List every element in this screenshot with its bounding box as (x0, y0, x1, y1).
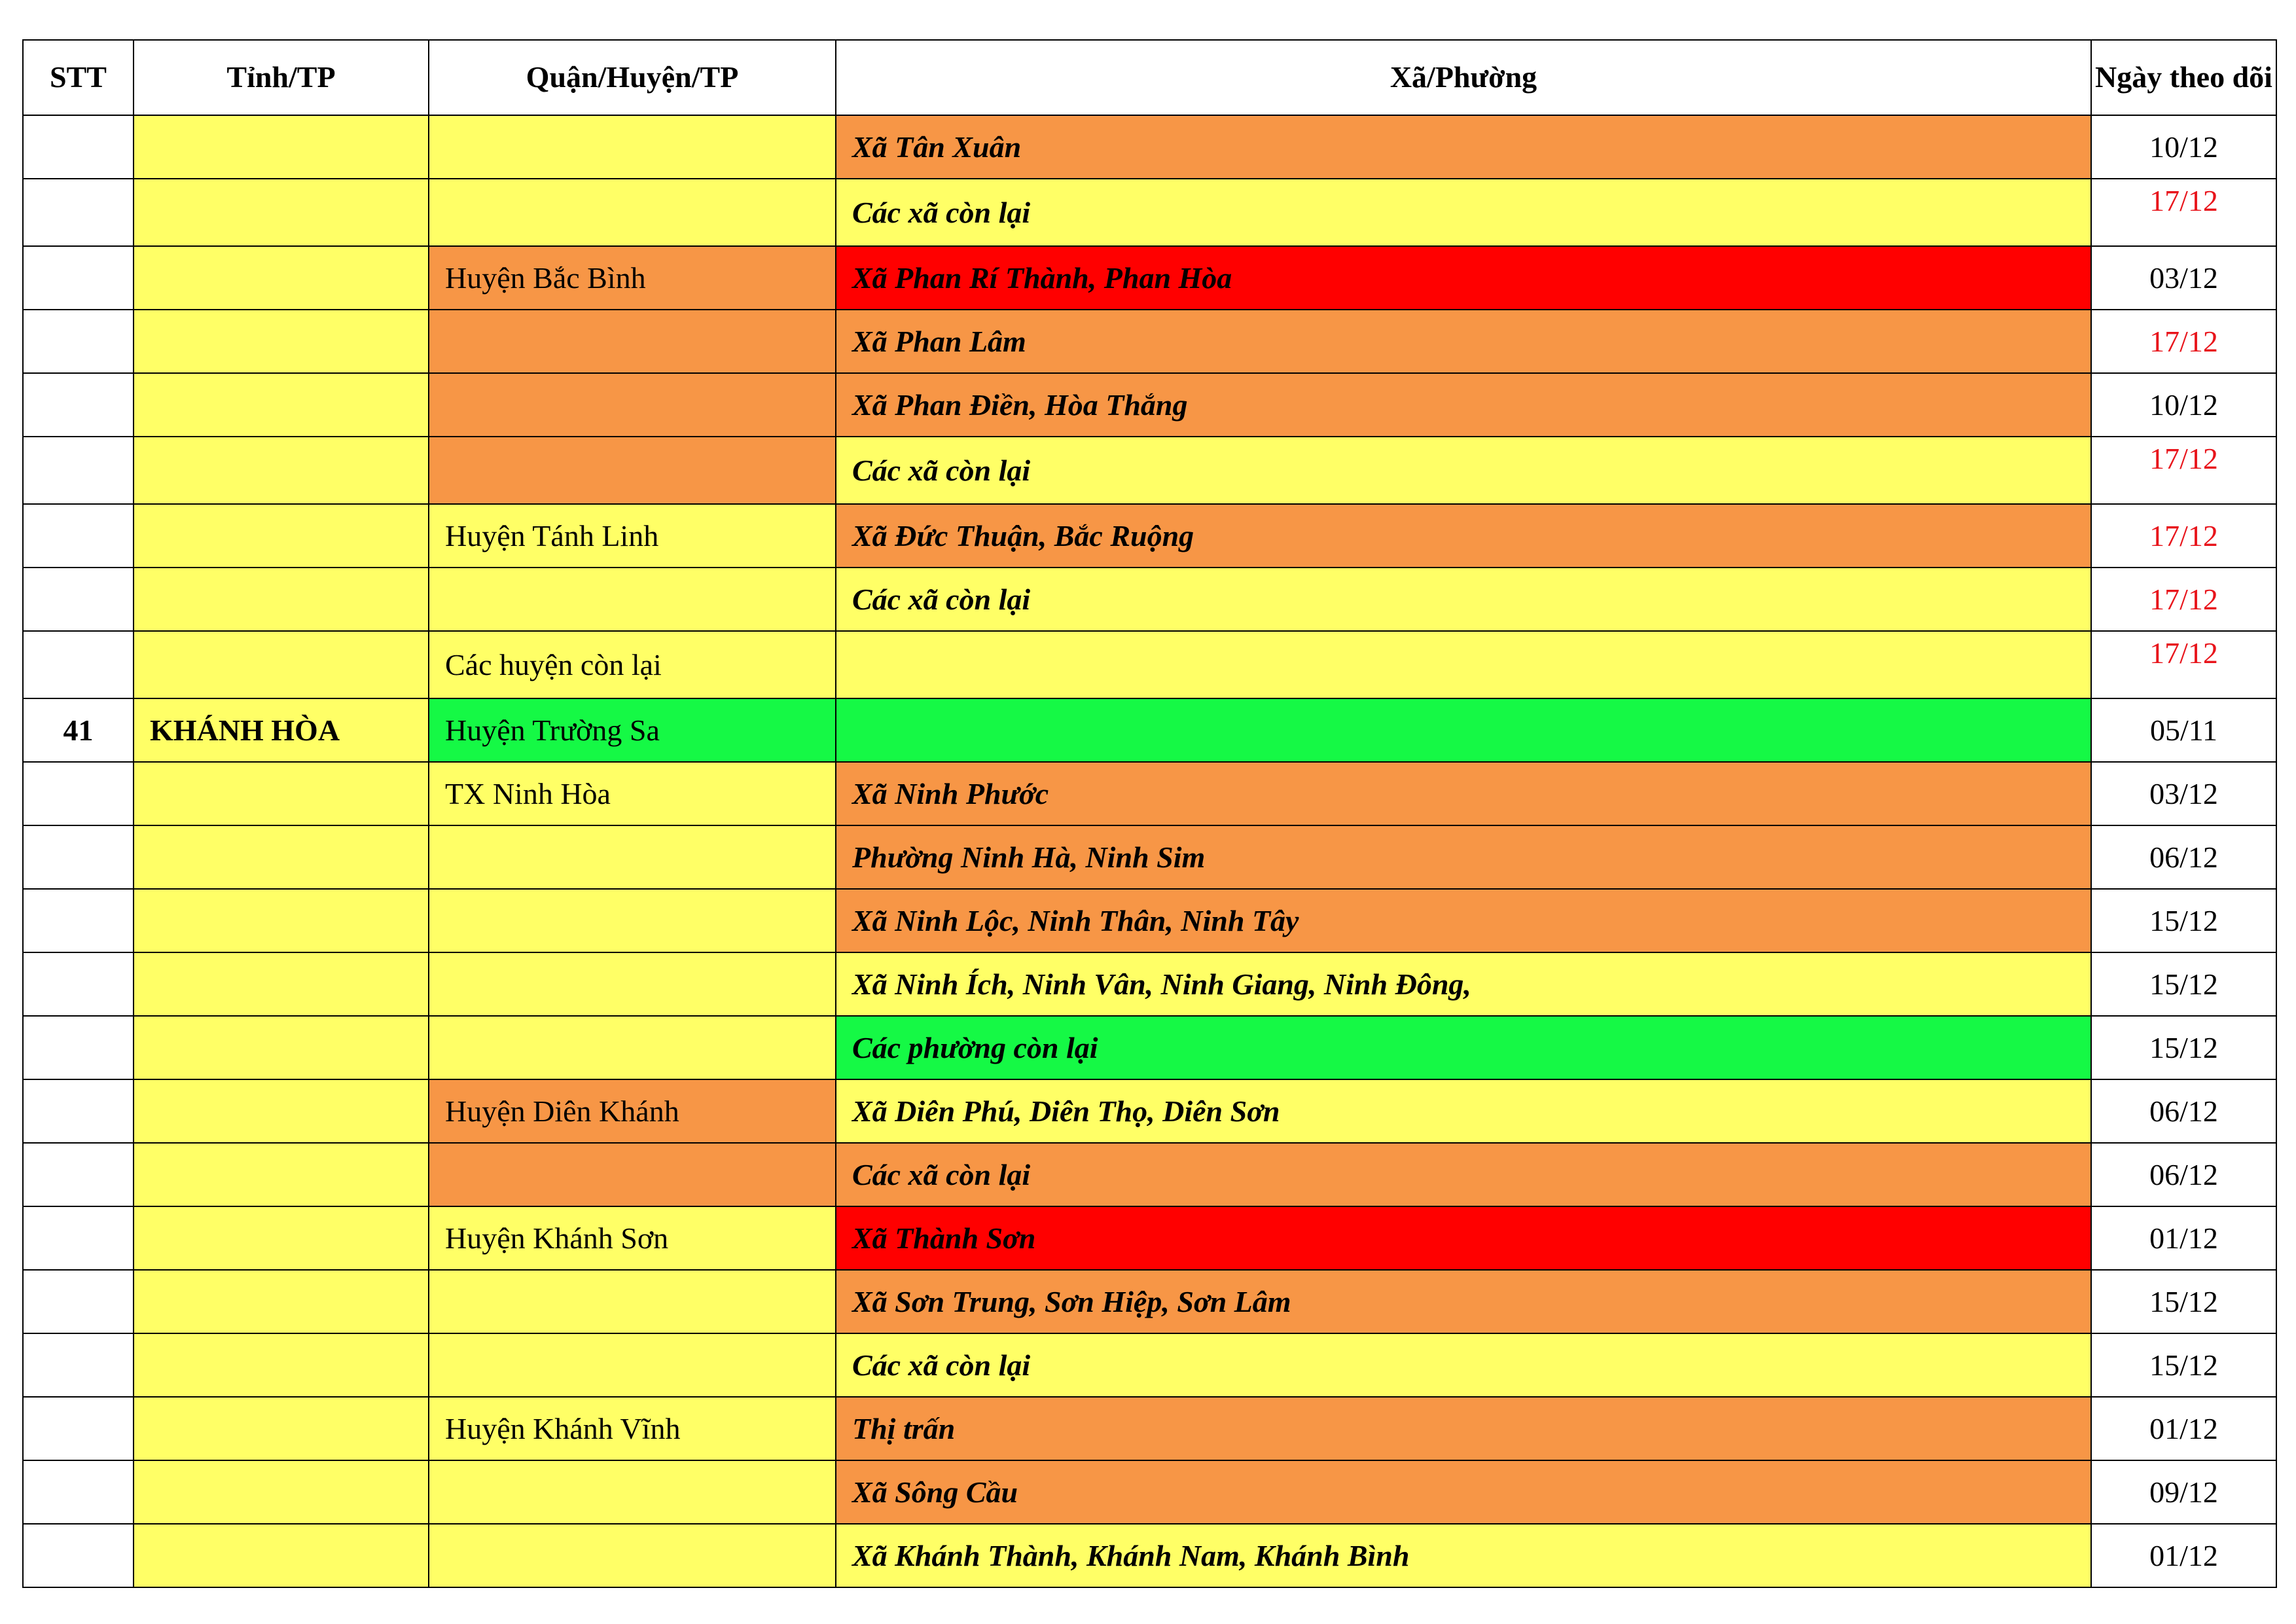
table-row (23, 1333, 2276, 1397)
header-ward: Xã/Phường (836, 40, 2091, 115)
stt-cell (23, 1524, 134, 1587)
ward-cell: Xã Sơn Trung, Sơn Hiệp, Sơn Lâm (836, 1270, 2091, 1333)
table-row (23, 1270, 2276, 1333)
tracking-table (22, 39, 2277, 1588)
province-cell (134, 1270, 429, 1333)
district-cell: Huyện Diên Khánh (429, 1079, 836, 1143)
table-row (23, 246, 2276, 310)
district-cell (429, 889, 836, 952)
ward-cell: Xã Phan Điền, Hòa Thắng (836, 373, 2091, 437)
stt-cell (23, 179, 134, 246)
date-cell: 01/12 (2091, 1524, 2276, 1587)
stt-cell (23, 373, 134, 437)
date-cell: 15/12 (2091, 952, 2276, 1016)
stt-cell (23, 310, 134, 373)
stt-cell (23, 568, 134, 631)
province-cell (134, 504, 429, 568)
stt-cell (23, 246, 134, 310)
province-cell (134, 310, 429, 373)
ward-cell: Xã Ninh Lộc, Ninh Thân, Ninh Tây (836, 889, 2091, 952)
stt-cell (23, 762, 134, 825)
ward-cell: Xã Đức Thuận, Bắc Ruộng (836, 504, 2091, 568)
date-cell: 03/12 (2091, 246, 2276, 310)
ward-cell: Các xã còn lại (836, 1143, 2091, 1206)
stt-cell (23, 1079, 134, 1143)
date-cell: 17/12 (2091, 310, 2276, 373)
stt-cell (23, 631, 134, 698)
province-cell (134, 1524, 429, 1587)
table-row (23, 698, 2276, 762)
district-cell (429, 952, 836, 1016)
ward-cell: Thị trấn (836, 1397, 2091, 1460)
table-row (23, 1460, 2276, 1524)
stt-cell (23, 1270, 134, 1333)
ward-cell: Các xã còn lại (836, 1333, 2091, 1397)
date-cell: 09/12 (2091, 1460, 2276, 1524)
table-row (23, 1206, 2276, 1270)
ward-cell (836, 698, 2091, 762)
district-cell (429, 1270, 836, 1333)
ward-cell: Xã Tân Xuân (836, 115, 2091, 179)
ward-cell: Xã Phan Lâm (836, 310, 2091, 373)
stt-cell (23, 889, 134, 952)
stt-cell (23, 1397, 134, 1460)
date-cell: 01/12 (2091, 1397, 2276, 1460)
header-district: Quận/Huyện/TP (429, 40, 836, 115)
province-cell (134, 115, 429, 179)
stt-cell (23, 1460, 134, 1524)
province-cell (134, 1206, 429, 1270)
table-row (23, 825, 2276, 889)
date-cell: 17/12 (2091, 437, 2276, 504)
province-cell (134, 631, 429, 698)
district-cell (429, 1524, 836, 1587)
province-cell (134, 437, 429, 504)
ward-cell: Xã Khánh Thành, Khánh Nam, Khánh Bình (836, 1524, 2091, 1587)
province-cell (134, 179, 429, 246)
table-row (23, 889, 2276, 952)
header-province: Tỉnh/TP (134, 40, 429, 115)
province-cell (134, 762, 429, 825)
province-cell (134, 889, 429, 952)
table-row (23, 1524, 2276, 1587)
stt-cell (23, 1016, 134, 1079)
stt-cell (23, 1143, 134, 1206)
ward-cell: Xã Ninh Ích, Ninh Vân, Ninh Giang, Ninh Đông, (836, 952, 2091, 1016)
ward-cell: Các xã còn lại (836, 179, 2091, 246)
date-cell: 06/12 (2091, 1079, 2276, 1143)
table-row (23, 310, 2276, 373)
table-row (23, 568, 2276, 631)
district-cell (429, 373, 836, 437)
table-row (23, 179, 2276, 246)
stt-cell (23, 952, 134, 1016)
date-cell: 17/12 (2091, 179, 2276, 246)
province-cell (134, 373, 429, 437)
district-cell (429, 1016, 836, 1079)
header-date: Ngày theo dõi (2091, 40, 2276, 115)
stt-cell (23, 825, 134, 889)
stt-cell (23, 1206, 134, 1270)
district-cell: Huyện Khánh Sơn (429, 1206, 836, 1270)
table-row (23, 115, 2276, 179)
ward-cell: Xã Ninh Phước (836, 762, 2091, 825)
district-cell (429, 310, 836, 373)
province-cell (134, 1079, 429, 1143)
district-cell: Huyện Tánh Linh (429, 504, 836, 568)
table-body (23, 115, 2276, 1587)
table-row (23, 1016, 2276, 1079)
district-cell: Huyện Trường Sa (429, 698, 836, 762)
date-cell: 15/12 (2091, 889, 2276, 952)
table-row (23, 631, 2276, 698)
ward-cell: Các xã còn lại (836, 437, 2091, 504)
table-row (23, 1079, 2276, 1143)
date-cell: 17/12 (2091, 631, 2276, 698)
province-cell (134, 1397, 429, 1460)
district-cell: Các huyện còn lại (429, 631, 836, 698)
province-cell (134, 568, 429, 631)
table-row (23, 504, 2276, 568)
ward-cell: Xã Diên Phú, Diên Thọ, Diên Sơn (836, 1079, 2091, 1143)
province-cell (134, 246, 429, 310)
header-row (23, 40, 2276, 115)
date-cell: 06/12 (2091, 1143, 2276, 1206)
date-cell: 01/12 (2091, 1206, 2276, 1270)
province-cell (134, 1016, 429, 1079)
table-row (23, 952, 2276, 1016)
province-cell (134, 1333, 429, 1397)
date-cell: 17/12 (2091, 568, 2276, 631)
date-cell: 05/11 (2091, 698, 2276, 762)
date-cell: 17/12 (2091, 504, 2276, 568)
province-cell: KHÁNH HÒA (134, 698, 429, 762)
stt-cell (23, 1333, 134, 1397)
table-row (23, 437, 2276, 504)
date-cell: 03/12 (2091, 762, 2276, 825)
district-cell (429, 568, 836, 631)
province-cell (134, 1143, 429, 1206)
district-cell: Huyện Bắc Bình (429, 246, 836, 310)
ward-cell: Xã Thành Sơn (836, 1206, 2091, 1270)
ward-cell (836, 631, 2091, 698)
district-cell (429, 1333, 836, 1397)
stt-cell (23, 437, 134, 504)
district-cell (429, 825, 836, 889)
province-cell (134, 952, 429, 1016)
district-cell: Huyện Khánh Vĩnh (429, 1397, 836, 1460)
stt-cell (23, 115, 134, 179)
date-cell: 15/12 (2091, 1270, 2276, 1333)
district-cell (429, 179, 836, 246)
stt-cell: 41 (23, 698, 134, 762)
district-cell (429, 1143, 836, 1206)
stt-cell (23, 504, 134, 568)
date-cell: 10/12 (2091, 373, 2276, 437)
date-cell: 06/12 (2091, 825, 2276, 889)
table-row (23, 762, 2276, 825)
province-cell (134, 825, 429, 889)
date-cell: 10/12 (2091, 115, 2276, 179)
province-cell (134, 1460, 429, 1524)
district-cell (429, 1460, 836, 1524)
ward-cell: Xã Phan Rí Thành, Phan Hòa (836, 246, 2091, 310)
table-row (23, 1143, 2276, 1206)
ward-cell: Các phường còn lại (836, 1016, 2091, 1079)
date-cell: 15/12 (2091, 1016, 2276, 1079)
ward-cell: Xã Sông Cầu (836, 1460, 2091, 1524)
table-row (23, 1397, 2276, 1460)
ward-cell: Phường Ninh Hà, Ninh Sim (836, 825, 2091, 889)
ward-cell: Các xã còn lại (836, 568, 2091, 631)
district-cell: TX Ninh Hòa (429, 762, 836, 825)
district-cell (429, 115, 836, 179)
date-cell: 15/12 (2091, 1333, 2276, 1397)
district-cell (429, 437, 836, 504)
header-stt: STT (23, 40, 134, 115)
table-row (23, 373, 2276, 437)
